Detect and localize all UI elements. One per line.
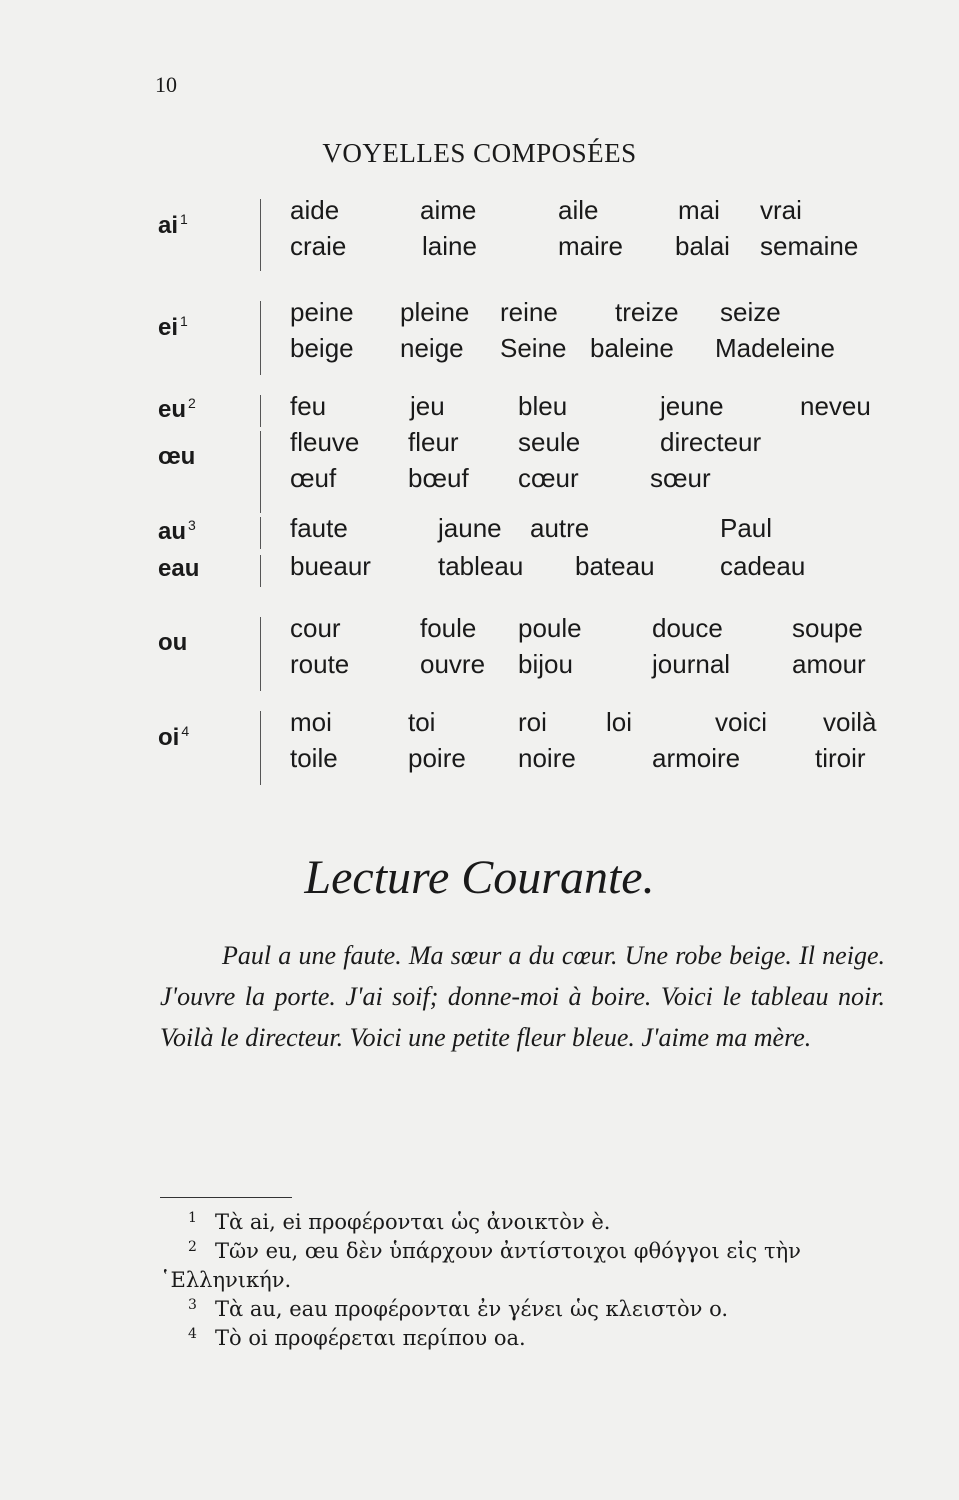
vowel-word: aide	[290, 195, 340, 225]
vowel-word: semaine	[760, 231, 859, 261]
vowel-row-2	[150, 297, 890, 379]
row-rule	[260, 711, 261, 785]
vowel-word: voilà	[823, 707, 877, 737]
lecture-title: Lecture Courante.	[304, 851, 655, 904]
footnote	[160, 1237, 885, 1266]
vowel-word: bleu	[518, 391, 568, 421]
vowel-word: voici	[715, 707, 768, 737]
vowel-word: maire	[558, 231, 624, 261]
vowel-word: bijou	[518, 649, 573, 679]
footnote-text: Τῶν eu, œu δὲν ὑπάρχουν ἀντίστοιχοι φθόγγοι εἰς τὴν	[215, 1239, 801, 1263]
vowel-word: seize	[720, 297, 781, 327]
footnote	[160, 1324, 885, 1353]
row-rule	[260, 395, 261, 427]
vowel-word: jaune	[438, 513, 502, 543]
row-rule	[260, 301, 261, 375]
vowel-label	[158, 211, 188, 240]
vowel-word: faute	[290, 513, 348, 543]
vowel-label-text: ai	[158, 212, 179, 239]
vowel-word: baleine	[590, 333, 674, 363]
vowel-word: directeur	[660, 427, 762, 457]
vowel-word: beige	[290, 333, 354, 363]
vowel-word: pleine	[400, 297, 470, 327]
page-number: 10	[155, 72, 177, 97]
row-rule	[260, 431, 261, 513]
vowel-word: cœur	[518, 463, 579, 493]
vowel-word: bœuf	[408, 463, 469, 493]
vowel-row-3	[150, 391, 890, 431]
vowel-word: tableau	[438, 551, 524, 581]
vowel-word: poire	[408, 743, 466, 773]
vowel-label	[158, 313, 188, 342]
footnote	[160, 1266, 885, 1295]
footnote-number: 1	[188, 1210, 197, 1226]
vowel-word: amour	[792, 649, 866, 679]
vowel-word: foule	[420, 613, 477, 643]
vowel-row-4	[150, 427, 890, 517]
footnote-text: Τὸ oi προφέρεται περίπου oa.	[215, 1326, 526, 1350]
vowel-word: Seine	[500, 333, 567, 363]
vowel-word: aile	[558, 195, 599, 225]
vowel-word: craie	[290, 231, 347, 261]
vowel-word: sœur	[650, 463, 711, 493]
vowel-label	[158, 723, 189, 752]
vowel-word: route	[290, 649, 350, 679]
vowel-word: reine	[500, 297, 558, 327]
footnote	[160, 1208, 885, 1237]
vowel-word: fleuve	[290, 427, 360, 457]
vowel-word: ouvre	[420, 649, 486, 679]
footnote-ref: 4	[181, 723, 190, 739]
vowel-word: cadeau	[720, 551, 806, 581]
vowel-word: peine	[290, 297, 354, 327]
vowel-label	[158, 517, 196, 546]
vowel-word: toi	[408, 707, 436, 737]
vowel-word: mai	[678, 195, 720, 225]
vowel-word: balai	[675, 231, 730, 261]
vowel-word: poule	[518, 613, 582, 643]
footnote-text: Τὰ au, eau προφέρονται ἐν γένει ὡς κλειστὸν o.	[215, 1297, 729, 1321]
vowel-word: neveu	[800, 391, 871, 421]
vowel-word: roi	[518, 707, 547, 737]
vowel-word: Madeleine	[715, 333, 835, 363]
vowel-row-6	[150, 551, 890, 591]
vowel-row-5	[150, 513, 890, 553]
vowel-label-text: ei	[158, 314, 179, 341]
footnote-number: 4	[188, 1326, 197, 1342]
vowel-word: soupe	[792, 613, 863, 643]
row-rule	[260, 555, 261, 587]
footnotes	[160, 1208, 885, 1353]
vowel-word: jeune	[660, 391, 724, 421]
vowel-word: tiroir	[815, 743, 866, 773]
vowel-word: jeu	[410, 391, 445, 421]
vowel-label	[158, 443, 195, 471]
vowel-row-8	[150, 707, 890, 789]
row-rule	[260, 517, 261, 549]
vowel-label	[158, 395, 196, 424]
vowel-word: fleur	[408, 427, 459, 457]
footnote-number: 2	[188, 1239, 197, 1255]
row-rule	[260, 199, 261, 271]
footnote	[160, 1295, 885, 1324]
vowel-word: neige	[400, 333, 464, 363]
vowel-word: douce	[652, 613, 723, 643]
footnote-ref: 3	[188, 517, 196, 533]
vowel-word: vrai	[760, 195, 802, 225]
vowel-word: feu	[290, 391, 327, 421]
vowel-word: noire	[518, 743, 576, 773]
vowel-word: œuf	[290, 463, 337, 493]
vowel-row-1	[150, 195, 890, 275]
row-rule	[260, 617, 261, 691]
vowel-row-7	[150, 613, 890, 695]
vowel-label-text: œu	[158, 443, 196, 470]
vowel-word: journal	[652, 649, 731, 679]
lecture-text: Paul a une faute. Ma sœur a du cœur. Une robe beige. Il neige. J'ouvre la porte. J'ai soif; donne-moi à boire. Voici le tableau noir. Voilà le directeur. Voici une petite fleur bleue. J'aime ma mère.	[160, 941, 885, 1052]
vowel-label-text: eu	[158, 396, 187, 423]
vowel-word: Paul	[720, 513, 773, 543]
vowel-word: cour	[290, 613, 341, 643]
footnote-divider	[160, 1197, 292, 1198]
vowel-label	[158, 629, 187, 657]
footnote-number: 3	[188, 1297, 197, 1313]
footnote-ref: 2	[188, 395, 196, 411]
vowel-word: bateau	[575, 551, 655, 581]
footnote-ref: 1	[180, 313, 188, 329]
vowel-word: bueaur	[290, 551, 371, 581]
vowel-word: seule	[518, 427, 581, 457]
vowel-label-text: eau	[158, 555, 200, 582]
vowel-word: laine	[422, 231, 477, 261]
vowel-word: loi	[606, 707, 633, 737]
vowel-word: moi	[290, 707, 332, 737]
vowel-label-text: ou	[158, 629, 188, 656]
footnote-text: ῾Ελληνικήν.	[160, 1268, 292, 1292]
vowel-label-text: au	[158, 518, 187, 545]
section-title: VOYELLES COMPOSÉES	[322, 138, 637, 168]
vowel-word: aime	[420, 195, 477, 225]
vowel-label-text: oi	[158, 724, 180, 751]
vowel-word: toile	[290, 743, 338, 773]
vowel-word: treize	[615, 297, 679, 327]
vowel-label	[158, 555, 199, 583]
vowel-word: autre	[530, 513, 590, 543]
vowel-word: armoire	[652, 743, 741, 773]
footnote-text: Τὰ ai, ei προφέρονται ὡς ἀνοικτὸν è.	[215, 1210, 611, 1234]
footnote-ref: 1	[180, 211, 188, 227]
